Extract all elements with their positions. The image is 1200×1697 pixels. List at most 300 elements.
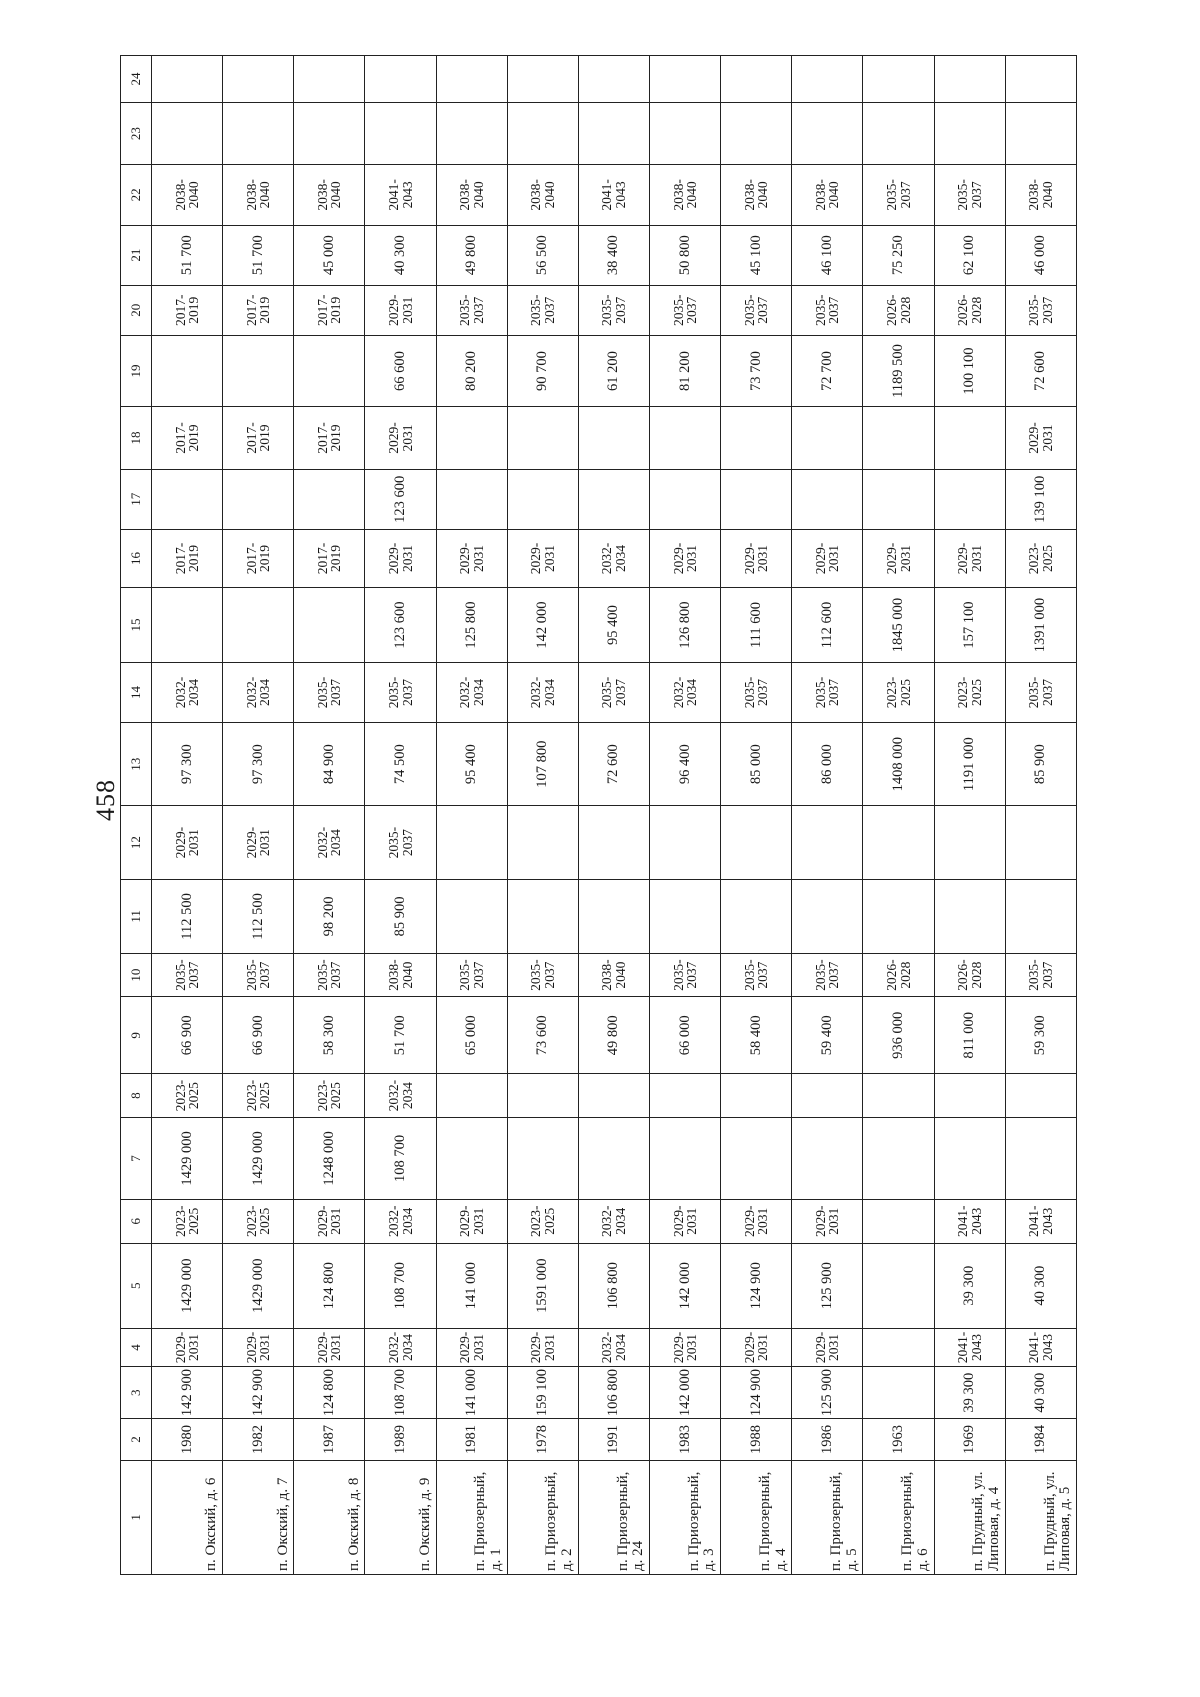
period-cell: 2041- 2043 (934, 1328, 1005, 1366)
period-cell: 2029- 2031 (365, 529, 436, 587)
period-cell: 2023- 2025 (152, 1074, 223, 1118)
cost-cell: 936 000 (863, 997, 934, 1074)
table-rotated-wrapper (120, 55, 1077, 1575)
cost-cell (863, 102, 934, 164)
address-cell: п. Окский, д. 8 (294, 1460, 365, 1574)
period-cell: 2029- 2031 (223, 806, 294, 880)
table-row (223, 56, 294, 1575)
period-cell: 2041- 2043 (934, 1199, 1005, 1243)
period-cell: 2029- 2031 (365, 407, 436, 469)
cost-cell (863, 1367, 934, 1419)
period-cell: 2035- 2037 (578, 285, 649, 335)
cost-cell: 66 900 (223, 997, 294, 1074)
table-row (1005, 56, 1076, 1575)
period-cell: 2035- 2037 (578, 662, 649, 722)
period-cell: 2032- 2034 (578, 1328, 649, 1366)
cost-cell: 1429 000 (223, 1117, 294, 1199)
period-cell (721, 1074, 792, 1118)
period-cell: 2029- 2031 (436, 529, 507, 587)
period-cell (792, 806, 863, 880)
cost-cell: 106 800 (578, 1243, 649, 1328)
cost-cell: 56 500 (507, 225, 578, 285)
build-year-cell: 1980 (152, 1419, 223, 1461)
period-cell: 2032- 2034 (365, 1328, 436, 1366)
period-cell: 2032- 2034 (365, 1074, 436, 1118)
cost-cell: 111 600 (721, 588, 792, 663)
address-cell: п. Приозерный, д. 2 (507, 1460, 578, 1574)
cost-cell (152, 469, 223, 529)
period-cell: 2026- 2028 (863, 953, 934, 997)
period-cell: 2023- 2025 (507, 1199, 578, 1243)
cost-cell: 98 200 (294, 880, 365, 954)
cost-cell: 123 600 (365, 469, 436, 529)
period-cell: 2026- 2028 (934, 953, 1005, 997)
period-cell: 2029- 2031 (436, 1199, 507, 1243)
period-cell: 2038- 2040 (436, 165, 507, 225)
cost-cell: 100 100 (934, 335, 1005, 407)
column-number-1: 1 (121, 1460, 152, 1574)
cost-cell (507, 1117, 578, 1199)
cost-cell: 75 250 (863, 225, 934, 285)
cost-cell: 51 700 (223, 225, 294, 285)
period-cell: 2029- 2031 (792, 1328, 863, 1366)
period-cell (863, 806, 934, 880)
cost-cell: 66 000 (650, 997, 721, 1074)
period-cell: 2035- 2037 (792, 953, 863, 997)
column-number-3: 3 (121, 1367, 152, 1419)
period-cell: 2035- 2037 (507, 953, 578, 997)
cost-cell (721, 56, 792, 103)
period-cell: 2029- 2031 (863, 529, 934, 587)
period-cell: 2029- 2031 (792, 1199, 863, 1243)
cost-cell: 1429 000 (152, 1117, 223, 1199)
column-number-12: 12 (121, 806, 152, 880)
period-cell: 2035- 2037 (436, 285, 507, 335)
period-cell: 2017- 2019 (152, 529, 223, 587)
column-number-8: 8 (121, 1074, 152, 1118)
period-cell: 2032- 2034 (578, 529, 649, 587)
cost-cell: 66 900 (152, 997, 223, 1074)
address-cell: п. Окский, д. 7 (223, 1460, 294, 1574)
table-row (863, 56, 934, 1575)
period-cell: 2029- 2031 (365, 285, 436, 335)
cost-cell (650, 56, 721, 103)
period-cell: 2032- 2034 (223, 662, 294, 722)
cost-cell (294, 102, 365, 164)
cost-cell (863, 1117, 934, 1199)
cost-cell (1005, 102, 1076, 164)
cost-cell: 142 900 (152, 1367, 223, 1419)
build-year-cell: 1989 (365, 1419, 436, 1461)
cost-cell: 157 100 (934, 588, 1005, 663)
period-cell: 2026- 2028 (863, 285, 934, 335)
period-cell: 2035- 2037 (1005, 662, 1076, 722)
period-cell: 2029- 2031 (650, 1328, 721, 1366)
period-cell (934, 1074, 1005, 1118)
period-cell: 2029- 2031 (1005, 407, 1076, 469)
cost-cell: 85 900 (1005, 723, 1076, 806)
cost-cell: 1191 000 (934, 723, 1005, 806)
period-cell (578, 1074, 649, 1118)
period-cell: 2035- 2037 (650, 953, 721, 997)
cost-cell: 50 800 (650, 225, 721, 285)
cost-cell: 49 800 (436, 225, 507, 285)
period-cell (650, 407, 721, 469)
period-cell: 2017- 2019 (152, 407, 223, 469)
column-number-header-row (121, 56, 152, 1575)
period-cell: 2035- 2037 (1005, 953, 1076, 997)
cost-cell (223, 102, 294, 164)
cost-cell (863, 1243, 934, 1328)
cost-cell: 81 200 (650, 335, 721, 407)
column-number-11: 11 (121, 880, 152, 954)
cost-cell (436, 880, 507, 954)
address-cell: п. Приозерный, д. 4 (721, 1460, 792, 1574)
cost-cell (507, 102, 578, 164)
build-year-cell: 1991 (578, 1419, 649, 1461)
cost-cell (792, 1117, 863, 1199)
cost-cell: 142 900 (223, 1367, 294, 1419)
period-cell: 2035- 2037 (152, 953, 223, 997)
cost-cell: 126 800 (650, 588, 721, 663)
period-cell: 2029- 2031 (152, 1328, 223, 1366)
period-cell: 2017- 2019 (223, 407, 294, 469)
cost-cell: 51 700 (152, 225, 223, 285)
cost-cell (436, 56, 507, 103)
period-cell: 2038- 2040 (792, 165, 863, 225)
cost-cell: 40 300 (1005, 1367, 1076, 1419)
column-number-10: 10 (121, 953, 152, 997)
cost-cell: 125 800 (436, 588, 507, 663)
cost-cell (650, 102, 721, 164)
address-cell: п. Окский, д. 6 (152, 1460, 223, 1574)
cost-cell (223, 588, 294, 663)
column-number-14: 14 (121, 662, 152, 722)
cost-cell: 125 900 (792, 1243, 863, 1328)
column-number-24: 24 (121, 56, 152, 103)
cost-cell (792, 102, 863, 164)
cost-cell: 61 200 (578, 335, 649, 407)
cost-cell: 124 800 (294, 1243, 365, 1328)
cost-cell: 74 500 (365, 723, 436, 806)
period-cell: 2038- 2040 (294, 165, 365, 225)
cost-cell: 112 500 (223, 880, 294, 954)
cost-cell (650, 880, 721, 954)
address-cell: п. Прудный, ул. Липовая, д. 4 (934, 1460, 1005, 1574)
cost-cell (223, 56, 294, 103)
cost-cell: 39 300 (934, 1367, 1005, 1419)
cost-cell (436, 102, 507, 164)
column-number-20: 20 (121, 285, 152, 335)
period-cell (578, 806, 649, 880)
build-year-cell: 1984 (1005, 1419, 1076, 1461)
period-cell (436, 407, 507, 469)
cost-cell (152, 335, 223, 407)
period-cell: 2017- 2019 (294, 285, 365, 335)
cost-cell (294, 335, 365, 407)
cost-cell: 1429 000 (223, 1243, 294, 1328)
period-cell: 2023- 2025 (223, 1199, 294, 1243)
column-number-18: 18 (121, 407, 152, 469)
period-cell: 2038- 2040 (223, 165, 294, 225)
cost-cell: 112 600 (792, 588, 863, 663)
cost-cell (934, 1117, 1005, 1199)
table-row (721, 56, 792, 1575)
column-number-9: 9 (121, 997, 152, 1074)
period-cell: 2035- 2037 (294, 662, 365, 722)
cost-cell: 142 000 (650, 1243, 721, 1328)
cost-cell (792, 880, 863, 954)
period-cell: 2023- 2025 (1005, 529, 1076, 587)
period-cell: 2032- 2034 (152, 662, 223, 722)
build-year-cell: 1986 (792, 1419, 863, 1461)
period-cell: 2023- 2025 (223, 1074, 294, 1118)
cost-cell (578, 1117, 649, 1199)
column-number-6: 6 (121, 1199, 152, 1243)
period-cell: 2032- 2034 (436, 662, 507, 722)
build-year-cell: 1982 (223, 1419, 294, 1461)
period-cell: 2038- 2040 (365, 953, 436, 997)
period-cell: 2035- 2037 (650, 285, 721, 335)
period-cell: 2029- 2031 (223, 1328, 294, 1366)
cost-cell: 90 700 (507, 335, 578, 407)
build-year-cell: 1988 (721, 1419, 792, 1461)
cost-cell: 72 600 (578, 723, 649, 806)
address-cell: п. Окский, д. 9 (365, 1460, 436, 1574)
cost-cell: 45 100 (721, 225, 792, 285)
column-number-21: 21 (121, 225, 152, 285)
period-cell: 2017- 2019 (294, 407, 365, 469)
cost-cell: 45 000 (294, 225, 365, 285)
cost-cell: 142 000 (507, 588, 578, 663)
cost-cell: 85 000 (721, 723, 792, 806)
cost-cell (792, 469, 863, 529)
cost-cell: 97 300 (223, 723, 294, 806)
cost-cell (223, 335, 294, 407)
cost-cell: 139 100 (1005, 469, 1076, 529)
column-number-5: 5 (121, 1243, 152, 1328)
period-cell: 2029- 2031 (934, 529, 1005, 587)
cost-cell (436, 1117, 507, 1199)
build-year-cell: 1981 (436, 1419, 507, 1461)
cost-cell (223, 469, 294, 529)
period-cell: 2035- 2037 (934, 165, 1005, 225)
period-cell: 2041- 2043 (578, 165, 649, 225)
period-cell (792, 1074, 863, 1118)
build-year-cell: 1983 (650, 1419, 721, 1461)
period-cell: 2035- 2037 (294, 953, 365, 997)
column-number-13: 13 (121, 723, 152, 806)
cost-cell: 58 400 (721, 997, 792, 1074)
cost-cell: 72 600 (1005, 335, 1076, 407)
table-row (792, 56, 863, 1575)
cost-cell: 85 900 (365, 880, 436, 954)
period-cell: 2032- 2034 (365, 1199, 436, 1243)
table-row (152, 56, 223, 1575)
build-year-cell: 1969 (934, 1419, 1005, 1461)
period-cell: 2041- 2043 (1005, 1328, 1076, 1366)
period-cell: 2029- 2031 (721, 1328, 792, 1366)
period-cell: 2029- 2031 (436, 1328, 507, 1366)
period-cell: 2038- 2040 (152, 165, 223, 225)
period-cell: 2029- 2031 (152, 806, 223, 880)
cost-cell: 39 300 (934, 1243, 1005, 1328)
address-cell: п. Приозерный, д. 3 (650, 1460, 721, 1574)
period-cell: 2032- 2034 (507, 662, 578, 722)
cost-cell (934, 102, 1005, 164)
period-cell (863, 1074, 934, 1118)
period-cell (507, 407, 578, 469)
period-cell: 2038- 2040 (507, 165, 578, 225)
period-cell (436, 1074, 507, 1118)
period-cell: 2029- 2031 (650, 529, 721, 587)
cost-cell: 108 700 (365, 1243, 436, 1328)
column-number-2: 2 (121, 1419, 152, 1461)
cost-cell: 106 800 (578, 1367, 649, 1419)
cost-cell: 1189 500 (863, 335, 934, 407)
period-cell: 2023- 2025 (294, 1074, 365, 1118)
period-cell: 2038- 2040 (650, 165, 721, 225)
cost-cell: 97 300 (152, 723, 223, 806)
cost-cell (934, 56, 1005, 103)
cost-cell: 62 100 (934, 225, 1005, 285)
cost-cell: 124 800 (294, 1367, 365, 1419)
cost-cell: 46 100 (792, 225, 863, 285)
column-number-7: 7 (121, 1117, 152, 1199)
cost-cell (721, 880, 792, 954)
cost-cell: 73 700 (721, 335, 792, 407)
cost-cell: 141 000 (436, 1243, 507, 1328)
period-cell (792, 407, 863, 469)
period-cell: 2017- 2019 (223, 285, 294, 335)
period-cell (507, 806, 578, 880)
table-row (365, 56, 436, 1575)
column-number-17: 17 (121, 469, 152, 529)
column-number-22: 22 (121, 165, 152, 225)
cost-cell (1005, 1117, 1076, 1199)
cost-cell (152, 56, 223, 103)
cost-cell (1005, 880, 1076, 954)
cost-cell (507, 56, 578, 103)
table-row (578, 56, 649, 1575)
cost-cell (578, 56, 649, 103)
cost-cell: 1845 000 (863, 588, 934, 663)
cost-cell: 95 400 (436, 723, 507, 806)
cost-cell: 95 400 (578, 588, 649, 663)
period-cell: 2035- 2037 (436, 953, 507, 997)
period-cell: 2038- 2040 (1005, 165, 1076, 225)
table-row (294, 56, 365, 1575)
address-cell: п. Приозерный, д. 1 (436, 1460, 507, 1574)
period-cell: 2029- 2031 (650, 1199, 721, 1243)
period-cell: 2035- 2037 (365, 662, 436, 722)
period-cell: 2029- 2031 (507, 1328, 578, 1366)
cost-cell: 108 700 (365, 1117, 436, 1199)
period-cell: 2035- 2037 (223, 953, 294, 997)
cost-cell (721, 469, 792, 529)
period-cell (1005, 1074, 1076, 1118)
period-cell: 2038- 2040 (578, 953, 649, 997)
period-cell: 2035- 2037 (792, 662, 863, 722)
cost-cell (152, 102, 223, 164)
cost-cell: 112 500 (152, 880, 223, 954)
period-cell (934, 407, 1005, 469)
address-cell: п. Приозерный, д. 24 (578, 1460, 649, 1574)
cost-cell: 141 000 (436, 1367, 507, 1419)
cost-cell (507, 880, 578, 954)
cost-cell (578, 469, 649, 529)
period-cell: 2035- 2037 (792, 285, 863, 335)
period-cell: 2029- 2031 (721, 529, 792, 587)
cost-cell: 1591 000 (507, 1243, 578, 1328)
cost-cell: 1248 000 (294, 1117, 365, 1199)
table-row (436, 56, 507, 1575)
cost-cell (934, 469, 1005, 529)
cost-cell: 59 400 (792, 997, 863, 1074)
cost-cell: 1408 000 (863, 723, 934, 806)
period-cell: 2023- 2025 (863, 662, 934, 722)
cost-cell: 80 200 (436, 335, 507, 407)
cost-cell: 1429 000 (152, 1243, 223, 1328)
cost-cell: 38 400 (578, 225, 649, 285)
cost-cell: 107 800 (507, 723, 578, 806)
cost-cell: 40 300 (1005, 1243, 1076, 1328)
column-number-16: 16 (121, 529, 152, 587)
period-cell: 2017- 2019 (223, 529, 294, 587)
cost-cell: 51 700 (365, 997, 436, 1074)
cost-cell (650, 1117, 721, 1199)
cost-cell (863, 56, 934, 103)
period-cell: 2041- 2043 (1005, 1199, 1076, 1243)
period-cell: 2029- 2031 (294, 1328, 365, 1366)
cost-cell (365, 56, 436, 103)
cost-cell: 96 400 (650, 723, 721, 806)
table-row (934, 56, 1005, 1575)
period-cell (1005, 806, 1076, 880)
column-number-19: 19 (121, 335, 152, 407)
period-cell: 2017- 2019 (152, 285, 223, 335)
cost-cell: 65 000 (436, 997, 507, 1074)
period-cell: 2035- 2037 (1005, 285, 1076, 335)
cost-cell (578, 102, 649, 164)
period-cell: 2038- 2040 (721, 165, 792, 225)
cost-cell: 66 600 (365, 335, 436, 407)
period-cell: 2023- 2025 (934, 662, 1005, 722)
cost-cell: 124 900 (721, 1367, 792, 1419)
build-year-cell: 1978 (507, 1419, 578, 1461)
cost-cell: 72 700 (792, 335, 863, 407)
address-cell: п. Приозерный, д. 6 (863, 1460, 934, 1574)
period-cell: 2035- 2037 (721, 662, 792, 722)
period-cell: 2029- 2031 (721, 1199, 792, 1243)
cost-cell: 108 700 (365, 1367, 436, 1419)
column-number-15: 15 (121, 588, 152, 663)
cost-cell: 123 600 (365, 588, 436, 663)
period-cell: 2023- 2025 (152, 1199, 223, 1243)
table-row (650, 56, 721, 1575)
period-cell (863, 1199, 934, 1243)
table-row (507, 56, 578, 1575)
period-cell: 2029- 2031 (507, 529, 578, 587)
period-cell (934, 806, 1005, 880)
cost-cell (1005, 56, 1076, 103)
period-cell (863, 407, 934, 469)
address-cell: п. Приозерный, д. 5 (792, 1460, 863, 1574)
cost-cell: 40 300 (365, 225, 436, 285)
period-cell (721, 407, 792, 469)
cost-cell: 125 900 (792, 1367, 863, 1419)
cost-cell: 58 300 (294, 997, 365, 1074)
